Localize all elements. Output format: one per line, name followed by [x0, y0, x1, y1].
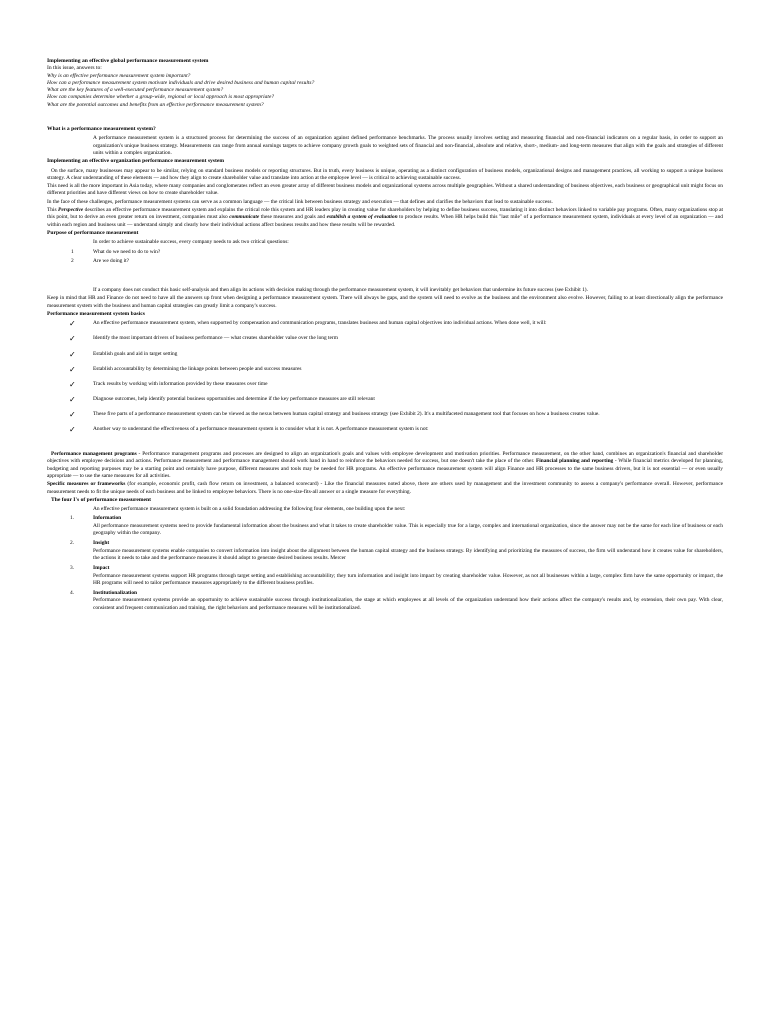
item-heading: Insight: [93, 540, 110, 547]
item-number: 2.: [70, 540, 75, 547]
item-number: 3.: [70, 565, 75, 572]
item-number: 1.: [70, 515, 75, 522]
list-text: Are we doing it?: [93, 257, 130, 264]
numbered-item: [47, 565, 723, 588]
term-specific-measures: Specific measures or frameworks: [47, 481, 126, 488]
checklist-text: Diagnose outcomes, help identify potential business opportunities and determine if the key performance measures are still relevant: [93, 395, 375, 402]
document-page: [47, 58, 723, 613]
document-title: Implementing an effective global performance measurement system: [47, 58, 209, 64]
paragraph: [47, 481, 723, 496]
checklist-text: Another way to understand the effectiveness of a performance measurement system is to consider what it is not. A performance measurement system is not:: [93, 425, 429, 432]
text-run: to produce results. When HR helps build this "last mile" of a performance measurement system, individuals at every level of an organization — and within each region and business unit — understand simply and clearly how their individual actions affect business results and how these results will be rewarded.: [47, 214, 723, 228]
section-heading-four-is: The four I's of performance measurement: [51, 496, 151, 503]
item-text: Performance measurement systems support HR programs through target setting and establishing accountability; they turn information and insight into impact by creating shareholder value. However, as not all businesses within a large, complex firm have the same opportunity or impact, the HR programs will need to tailor performance measures appropriately to the different business profiles.: [93, 572, 723, 586]
paragraph: In order to achieve sustainable success, every company needs to ask two critical questions:: [93, 239, 289, 246]
checklist-text: Establish accountability by determining the linkage points between people and success measures: [93, 365, 302, 372]
text-run: (for example, economic profit, cash flow return on investment, a balanced scorecard) - Like the financial measures noted above, there are others used by management and the investment community to assess a company's performance overall. However, performance measurement needs to fit the unique needs of each business and be linked to employee behaviors. There is no one-size-fits-all answer or a single measure for everything.: [47, 481, 723, 495]
list-item: [47, 249, 723, 256]
section-heading-implementing: Implementing an effective organization performance measurement system: [47, 158, 224, 165]
numbered-item: [47, 515, 723, 538]
checklist-item: [47, 335, 723, 342]
item-number: 4.: [70, 590, 75, 597]
text-run: - While financial metrics developed for planning, budgeting and reporting purposes may be a starting point and certainly have purpose, different measures and tools may be needed for HR programs. An effective performance measurement system will align Finance and HR processes to the same business drivers, but it is not essential — or even usually appropriate — to use the same measures for all activities.: [47, 458, 723, 479]
checklist-text: Track results by working with information provided by these measures over time: [93, 380, 268, 387]
checklist-item: [47, 396, 723, 403]
checkmark-icon: ✓: [69, 334, 76, 344]
checklist-item: [47, 351, 723, 358]
text-run: This: [47, 207, 59, 214]
checkmark-icon: ✓: [69, 319, 76, 329]
paragraph: If a company does not conduct this basic self-analysis and then align its actions with decision making through the performance measurement system, it will inevitably get behaviors that undermine its future success (see Exhibit 1).: [93, 287, 588, 294]
checkmark-icon: ✓: [69, 364, 76, 374]
paragraph: An effective performance measurement system is built on a solid foundation addressing the following four elements, one building upon the next:: [93, 506, 406, 513]
numbered-item: [47, 590, 723, 613]
checklist-item: [47, 366, 723, 373]
paragraph: [47, 207, 723, 229]
question-item: Why is an effective performance measurement system important?: [47, 72, 191, 79]
numbered-item: [47, 540, 723, 563]
checkmark-icon: ✓: [69, 394, 76, 404]
checklist-item: [47, 381, 723, 388]
item-text: All performance measurement systems need to provide fundamental information about the business and what it takes to create shareholder value. This is especially true for a large, complex and international organization, since the answer may not be the same for each line of business or each geography within the company.: [93, 522, 723, 537]
question-item: How can a performance measurement system motivate individuals and drive desired business and human capital results?: [47, 79, 315, 86]
list-item: [47, 258, 723, 265]
checklist-item: [47, 320, 723, 327]
checkmark-icon: ✓: [69, 409, 76, 419]
question-item: What are the potential outcomes and benefits from an effective performance measurement system?: [47, 101, 264, 108]
text-run: - Performance management programs and processes are designed to align an organization's goals and values with employee development and motivation priorities. Performance measurement, on the other hand, combines an organization's financial and shareholder objectives with employee decisions and actions. Performance measurement and performance management should work hand in hand to reinforce the behaviors needed for success, but one doesn't take the place of the other.: [47, 451, 723, 465]
item-text: Performance measurement systems provide an opportunity to achieve sustainable success through institutionalization, the stage at which employees at all levels of the organization understand how their actions affect the company's results and, by extension, their own pay. With clear, consistent and frequent communication and training, the right behaviors and performance measures will be institutionalized.: [93, 597, 723, 611]
paragraph: A performance measurement system is a structured process for determining the success of an organization against defined performance benchmarks. The process usually involves setting and measuring financial and non-financial indicators on a regular basis, in order to support an organization's unique business strategy. Measurements can range from annual earnings targets to achieve company growth goals to weighted sets of financial and non-financial, absolute and relative, short-, medium- and long-term measures that align with the goals and strategies of different units within a complex organization.: [93, 135, 723, 156]
question-item: What are the key features of a well-executed performance measurement system?: [47, 87, 224, 94]
checklist-item: [47, 411, 723, 418]
list-number: 1: [71, 248, 74, 255]
checklist-text: An effective performance measurement system, when supported by compensation and communication programs, translates business and human capital objectives into individual actions. When done well, it will:: [93, 320, 547, 327]
section-heading-what-is: What is a performance measurement system?: [47, 126, 156, 133]
issue-heading: In this issue, answers to:: [47, 65, 102, 72]
item-heading: Institutionalization: [93, 590, 138, 597]
checkmark-icon: ✓: [69, 424, 76, 434]
item-heading: Information: [93, 515, 122, 522]
text-run: these measures and goals and: [259, 214, 327, 221]
term-financial-planning: Financial planning and reporting: [535, 458, 614, 465]
paragraph: Keep in mind that HR and Finance do not need to have all the answers up front when designing a performance measurement system. There will always be gaps, and the system will need to evolve as the business and the environment also evolve. However, failing to at least directionally align the performance measurement system with the business and human capital strategies can greatly limit a company's success.: [47, 295, 723, 309]
item-heading: Impact: [93, 565, 110, 572]
section-heading-basics: Performance measurement system basics: [47, 311, 145, 318]
paragraph: On the surface, many businesses may appear to be similar, relying on standard business models or reporting structures. But in truth, every business is unique, operating as a distinct configuration of business models, organizational designs and management practices, all working to support a unique business strategy. A clear understanding of these elements — and how they align to create shareholder value and translate into action at the employee level — is critical to achieving sustainable success.: [47, 167, 723, 181]
section-heading-purpose: Purpose of performance measurement: [47, 229, 139, 236]
paragraph: [47, 451, 723, 480]
checklist-text: Identify the most important drivers of business performance — what creates shareholder value over the long term: [93, 335, 338, 342]
checklist-text: These five parts of a performance measurement system can be viewed as the nexus between human capital strategy and business strategy (see Exhibit 2). It's a multifaceted management tool that focuses on how a business creates value.: [93, 410, 600, 417]
checklist-item: [47, 426, 723, 433]
checklist-text: Establish goals and aid in target setting: [93, 350, 178, 357]
list-text: What do we need to do to win?: [93, 248, 161, 255]
question-list: [47, 73, 723, 109]
paragraph: In the face of these challenges, performance measurement systems can serve as a common language — the critical link between business strategy and execution — that defines and clarifies the behaviors that lead to sustainable success.: [47, 198, 553, 205]
item-text: Performance measurement systems enable companies to convert information into insight about the alignment between the human capital strategy and the business strategy. By identifying and prioritizing the measures of success, the firm will understand how it creates value for shareholders, the actions it needs to take and the performance measures it should adopt to generate desired business results. Mercer: [93, 547, 723, 561]
paragraph: This need is all the more important in Asia today, where many companies and conglomerates reflect an even greater array of different business models and organizational systems across multiple geographies. Without a shared understanding of business objectives, each business or geographical unit might focus on different priorities and have different views on how to create shareholder value.: [47, 183, 723, 197]
checkmark-icon: ✓: [69, 379, 76, 389]
text-run: describes an effective performance measurement system and explains the critical role this system and HR leaders play in creating value for shareholders by helping to define business success, translating it into distinct behaviors linked to variable pay programs. Often, many organizations stop at this point, but to derive an even greater return on investment, companies must also: [47, 207, 723, 221]
checkmark-icon: ✓: [69, 349, 76, 359]
list-number: 2: [71, 257, 74, 264]
emphasis-system-of-evaluation: establish a system of evaluation: [326, 214, 398, 221]
emphasis-perspective: Perspective: [58, 207, 84, 214]
term-performance-management-programs: Performance management programs: [51, 451, 137, 458]
emphasis-communicate: communicate: [229, 214, 260, 221]
checklist: [47, 320, 723, 433]
question-item: How can companies determine whether a group-wide, regional or local approach is most appropriate?: [47, 94, 275, 101]
